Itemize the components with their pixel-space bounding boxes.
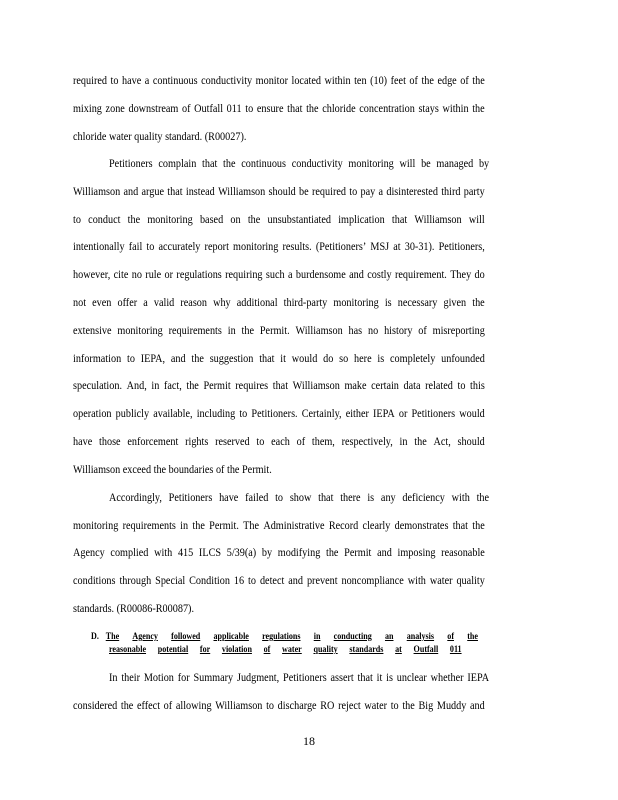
body-line: Accordingly, Petitioners have failed to show that there is any deficiency with the xyxy=(109,491,490,504)
section-letter: D. xyxy=(91,632,99,642)
body-line: Williamson exceed the boundaries of the Permit. xyxy=(73,463,272,476)
body-line: chloride water quality standard. (R00027). xyxy=(73,130,247,143)
body-line: extensive monitoring requirements in the Permit. Williamson has no history of misreporting xyxy=(73,324,485,337)
body-line: speculation. And, in fact, the Permit requires that Williamson make certain data related to this xyxy=(73,379,485,392)
heading-line-2: reasonable potential for violation of water quality standards at Outfall 011 xyxy=(109,645,462,655)
body-line: Agency complied with 415 ILCS 5/39(a) by modifying the Permit and imposing reasonable xyxy=(73,546,485,559)
body-line: to conduct the monitoring based on the unsubstantiated implication that Williamson will xyxy=(73,213,485,226)
body-line: required to have a continuous conductivity monitor located within ten (10) feet of the edge of the xyxy=(73,74,485,87)
body-line: intentionally fail to accurately report monitoring results. (Petitioners’ MSJ at 30-31). Petitioners, xyxy=(73,240,485,253)
body-line: information to IEPA, and the suggestion that it would do so here is completely unfounded xyxy=(73,352,485,365)
body-line: not even offer a valid reason why additional third-party monitoring is necessary given the xyxy=(73,296,485,309)
body-line: monitoring requirements in the Permit. The Administrative Record clearly demonstrates that the xyxy=(73,519,485,532)
body-line: conditions through Special Condition 16 to detect and prevent noncompliance with water quality xyxy=(73,574,485,587)
body-line: Petitioners complain that the continuous conductivity monitoring will be managed by xyxy=(109,157,490,170)
body-line: In their Motion for Summary Judgment, Petitioners assert that it is unclear whether IEPA xyxy=(109,671,490,684)
body-line: standards. (R00086-R00087). xyxy=(73,602,195,615)
body-line: considered the effect of allowing Williamson to discharge RO reject water to the Big Muddy and xyxy=(73,699,485,712)
body-line: have those enforcement rights reserved to each of them, respectively, in the Act, should xyxy=(73,435,485,448)
body-line: Williamson and argue that instead Williamson should be required to pay a disinterested third party xyxy=(73,185,485,198)
body-line: operation publicly available, including to Petitioners. Certainly, either IEPA or Petitioners would xyxy=(73,407,485,420)
section-heading xyxy=(91,632,478,643)
body-line: mixing zone downstream of Outfall 011 to ensure that the chloride concentration stays within the xyxy=(73,102,485,115)
page-number: 18 xyxy=(303,734,315,748)
body-line: however, cite no rule or regulations requiring such a burdensome and costly requirement. They do xyxy=(73,268,485,281)
heading-line-1: The Agency followed applicable regulations in conducting an analysis of the xyxy=(105,632,478,642)
